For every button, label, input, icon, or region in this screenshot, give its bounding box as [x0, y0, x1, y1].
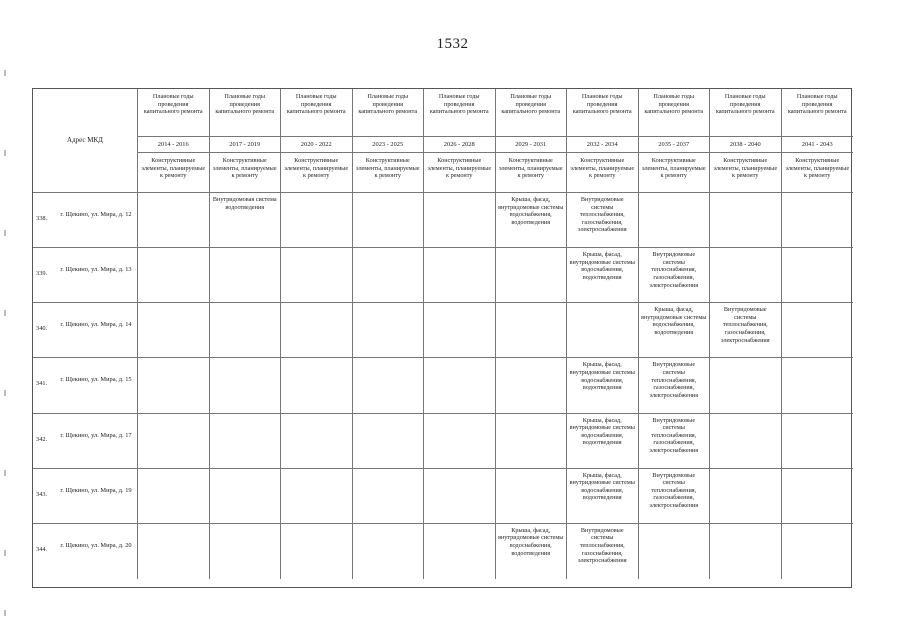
repair-work-cell: Внутридомовые системы теплоснабжения, газоснабжения, электроснабжения — [567, 193, 639, 248]
row-number: 341. — [36, 380, 48, 388]
building-address: г. Щекино, ул. Мира, д. 12 — [60, 211, 132, 218]
building-address: г. Щекино, ул. Мира, д. 19 — [60, 486, 132, 494]
repair-work-cell — [138, 358, 210, 413]
period-years: 2023 - 2025 — [353, 137, 425, 153]
period-years: 2041 - 2043 — [782, 137, 854, 153]
repair-work-cell — [782, 524, 854, 579]
period-header: Плановые годы проведения капитального ремонта — [567, 89, 639, 137]
period-header: Плановые годы проведения капитального ремонта — [281, 89, 353, 137]
repair-work-cell — [710, 469, 782, 524]
repair-work-cell — [281, 303, 353, 358]
elements-header: Конструктивные элементы, планируемые к ремонту — [281, 153, 353, 193]
elements-header: Конструктивные элементы, планируемые к ремонту — [639, 153, 711, 193]
repair-work-cell — [710, 358, 782, 413]
repair-work-cell: Внутридомовые системы теплоснабжения, газоснабжения, электроснабжения — [567, 524, 639, 579]
repair-work-cell — [353, 469, 425, 524]
period-years: 2032 - 2034 — [567, 137, 639, 153]
repair-work-cell — [353, 414, 425, 469]
period-years: 2020 - 2022 — [281, 137, 353, 153]
building-address: г. Щекино, ул. Мира, д. 17 — [60, 431, 132, 439]
repair-work-cell — [138, 303, 210, 358]
elements-header: Конструктивные элементы, планируемые к ремонту — [424, 153, 496, 193]
building-address: г. Щекино, ул. Мира, д. 20 — [60, 541, 132, 549]
elements-header: Конструктивные элементы, планируемые к ремонту — [782, 153, 854, 193]
period-header: Плановые годы проведения капитального ремонта — [710, 89, 782, 137]
repair-work-cell — [210, 524, 282, 579]
repair-work-cell — [424, 248, 496, 303]
elements-header: Конструктивные элементы, планируемые к ремонту — [710, 153, 782, 193]
address-cell — [33, 193, 138, 248]
row-number: 342. — [36, 435, 48, 443]
address-column-header: Адрес МКД — [33, 89, 138, 193]
repair-work-cell: Крыша, фасад, внутридомовые системы водоснабжения, водоотведения — [567, 469, 639, 524]
address-cell — [33, 469, 138, 524]
repair-work-cell — [424, 303, 496, 358]
repair-work-cell — [210, 248, 282, 303]
repair-work-cell — [782, 248, 854, 303]
period-years: 2017 - 2019 — [210, 137, 282, 153]
repair-work-cell — [496, 469, 568, 524]
repair-work-cell — [496, 248, 568, 303]
repair-work-cell — [353, 193, 425, 248]
period-header: Плановые годы проведения капитального ремонта — [210, 89, 282, 137]
period-header: Плановые годы проведения капитального ремонта — [138, 89, 210, 137]
period-years: 2035 - 2037 — [639, 137, 711, 153]
repair-work-cell — [424, 469, 496, 524]
repair-work-cell: Внутридомовая система водоотведения — [210, 193, 282, 248]
repair-work-cell — [353, 303, 425, 358]
repair-work-cell — [424, 414, 496, 469]
repair-work-cell — [281, 524, 353, 579]
repair-work-cell — [710, 193, 782, 248]
repair-work-cell — [710, 414, 782, 469]
repair-work-cell — [353, 524, 425, 579]
row-number: 344. — [36, 545, 48, 553]
repair-work-cell — [210, 414, 282, 469]
period-header: Плановые годы проведения капитального ремонта — [353, 89, 425, 137]
repair-work-cell — [639, 193, 711, 248]
repair-work-cell — [567, 303, 639, 358]
elements-header: Конструктивные элементы, планируемые к ремонту — [353, 153, 425, 193]
period-header: Плановые годы проведения капитального ремонта — [424, 89, 496, 137]
repair-work-cell — [138, 524, 210, 579]
address-cell — [33, 248, 138, 303]
repair-work-cell — [210, 303, 282, 358]
repair-work-cell — [138, 469, 210, 524]
repair-work-cell — [782, 193, 854, 248]
repair-work-cell — [281, 248, 353, 303]
elements-header: Конструктивные элементы, планируемые к ремонту — [567, 153, 639, 193]
repair-work-cell — [281, 414, 353, 469]
repair-work-cell: Крыша, фасад, внутридомовые системы водоснабжения, водоотведения — [567, 248, 639, 303]
row-number: 339. — [36, 270, 48, 278]
repair-work-cell — [353, 358, 425, 413]
binding-margin-marks — [4, 60, 8, 620]
repair-work-cell — [782, 414, 854, 469]
period-header: Плановые годы проведения капитального ремонта — [782, 89, 854, 137]
building-address: г. Щекино, ул. Мира, д. 14 — [60, 321, 132, 329]
repair-work-cell — [281, 358, 353, 413]
repair-work-cell: Внутридомовые системы теплоснабжения, газоснабжения, электроснабжения — [710, 303, 782, 358]
repair-work-cell — [782, 358, 854, 413]
address-cell — [33, 303, 138, 358]
period-years: 2029 - 2031 — [496, 137, 568, 153]
row-number: 343. — [36, 490, 48, 498]
elements-header: Конструктивные элементы, планируемые к ремонту — [138, 153, 210, 193]
period-years: 2014 - 2016 — [138, 137, 210, 153]
elements-header: Конструктивные элементы, планируемые к ремонту — [210, 153, 282, 193]
repair-work-cell: Крыша, фасад, внутридомовые системы водоснабжения, водоотведения — [496, 193, 568, 248]
repair-work-cell — [138, 248, 210, 303]
repair-work-cell — [281, 193, 353, 248]
repair-work-cell — [210, 358, 282, 413]
repair-work-cell — [353, 248, 425, 303]
period-header: Плановые годы проведения капитального ремонта — [639, 89, 711, 137]
repair-work-cell: Крыша, фасад, внутридомовые системы водоснабжения, водоотведения — [639, 303, 711, 358]
repair-work-cell: Внутридомовые системы теплоснабжения, газоснабжения, электроснабжения — [639, 469, 711, 524]
repair-work-cell — [138, 193, 210, 248]
repair-work-cell — [424, 524, 496, 579]
repair-work-cell — [210, 469, 282, 524]
row-number: 340. — [36, 325, 48, 333]
capital-repair-schedule-table — [32, 88, 852, 588]
repair-work-cell — [281, 469, 353, 524]
repair-work-cell: Крыша, фасад, внутридомовые системы водоснабжения, водоотведения — [567, 358, 639, 413]
repair-work-cell — [710, 524, 782, 579]
repair-work-cell — [639, 524, 711, 579]
repair-work-cell: Внутридомовые системы теплоснабжения, газоснабжения, электроснабжения — [639, 358, 711, 413]
repair-work-cell — [782, 303, 854, 358]
repair-work-cell — [782, 469, 854, 524]
address-cell — [33, 524, 138, 579]
period-header: Плановые годы проведения капитального ремонта — [496, 89, 568, 137]
row-number: 338. — [36, 215, 48, 222]
repair-work-cell — [496, 358, 568, 413]
building-address: г. Щекино, ул. Мира, д. 13 — [60, 266, 132, 274]
repair-work-cell — [496, 303, 568, 358]
repair-work-cell — [710, 248, 782, 303]
address-cell — [33, 414, 138, 469]
address-cell — [33, 358, 138, 413]
period-years: 2038 - 2040 — [710, 137, 782, 153]
page-number: 1532 — [436, 36, 469, 52]
building-address: г. Щекино, ул. Мира, д. 15 — [60, 376, 132, 384]
repair-work-cell: Внутридомовые системы теплоснабжения, газоснабжения, электроснабжения — [639, 248, 711, 303]
repair-work-cell — [424, 358, 496, 413]
repair-work-cell: Крыша, фасад, внутридомовые системы водоснабжения, водоотведения — [496, 524, 568, 579]
elements-header: Конструктивные элементы, планируемые к ремонту — [496, 153, 568, 193]
repair-work-cell: Крыша, фасад, внутридомовые системы водоснабжения, водоотведения — [567, 414, 639, 469]
repair-work-cell — [424, 193, 496, 248]
repair-work-cell — [138, 414, 210, 469]
repair-work-cell: Внутридомовые системы теплоснабжения, газоснабжения, электроснабжения — [639, 414, 711, 469]
repair-work-cell — [496, 414, 568, 469]
period-years: 2026 - 2028 — [424, 137, 496, 153]
